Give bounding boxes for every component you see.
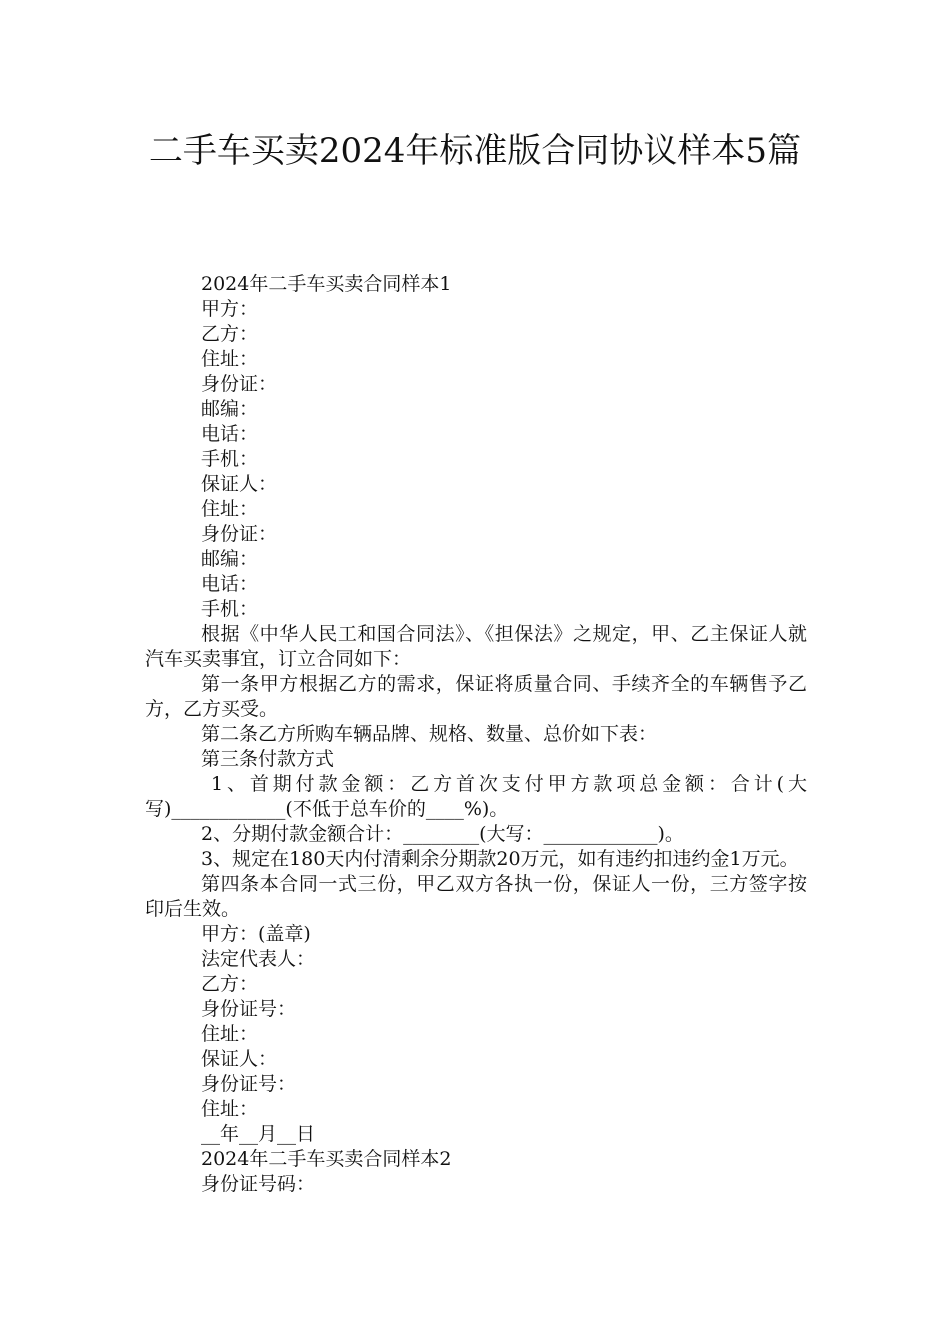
paragraph: 保证人： bbox=[201, 473, 278, 495]
paragraph: 第四条本合同一式三份，甲乙双方各执一份，保证人一份，三方签字按印后生效。 bbox=[145, 873, 807, 920]
document-body bbox=[145, 272, 807, 1197]
paragraph: 1、首期付款金额：乙方首次支付甲方款项总金额：合计(大写)____________(不低于总车价的____%)。 bbox=[145, 773, 807, 820]
paragraph: 乙方： bbox=[201, 973, 259, 995]
paragraph: 2024年二手车买卖合同样本2 bbox=[201, 1148, 452, 1170]
paragraph: 甲方：(盖章) bbox=[201, 923, 311, 945]
paragraph: 乙方： bbox=[201, 323, 259, 345]
paragraph: 3、规定在180天内付清剩余分期款20万元，如有违约扣违约金1万元。 bbox=[201, 848, 799, 870]
paragraph: 2、分期付款金额合计：________(大写：____________)。 bbox=[201, 823, 684, 845]
paragraph: 电话： bbox=[201, 573, 259, 595]
paragraph: 邮编： bbox=[201, 398, 259, 420]
paragraph: __年__月__日 bbox=[201, 1123, 316, 1145]
paragraph: 住址： bbox=[201, 1023, 259, 1045]
paragraph: 第二条乙方所购车辆品牌、规格、数量、总价如下表： bbox=[201, 723, 658, 745]
paragraph: 2024年二手车买卖合同样本1 bbox=[201, 273, 452, 295]
paragraph: 手机： bbox=[201, 448, 259, 470]
paragraph: 手机： bbox=[201, 598, 259, 620]
paragraph: 第三条付款方式 bbox=[201, 748, 335, 770]
paragraph: 保证人： bbox=[201, 1048, 278, 1070]
paragraph: 第一条甲方根据乙方的需求，保证将质量合同、手续齐全的车辆售予乙方，乙方买受。 bbox=[145, 673, 807, 720]
document-title: 二手车买卖2024年标准版合同协议样本5篇 bbox=[148, 131, 802, 171]
paragraph: 身份证号码： bbox=[201, 1173, 316, 1195]
paragraph: 身份证号： bbox=[201, 998, 297, 1020]
paragraph: 住址： bbox=[201, 348, 259, 370]
paragraph: 邮编： bbox=[201, 548, 259, 570]
paragraph: 电话： bbox=[201, 423, 259, 445]
paragraph: 身份证： bbox=[201, 523, 278, 545]
paragraph: 住址： bbox=[201, 1098, 259, 1120]
paragraph: 身份证号： bbox=[201, 1073, 297, 1095]
paragraph: 身份证： bbox=[201, 373, 278, 395]
paragraph: 甲方： bbox=[201, 298, 259, 320]
paragraph: 根据《中华人民工和国合同法》、《担保法》之规定，甲、乙主保证人就汽车买卖事宜，订立合同如下： bbox=[145, 623, 807, 670]
paragraph: 法定代表人： bbox=[201, 948, 316, 970]
paragraph: 住址： bbox=[201, 498, 259, 520]
